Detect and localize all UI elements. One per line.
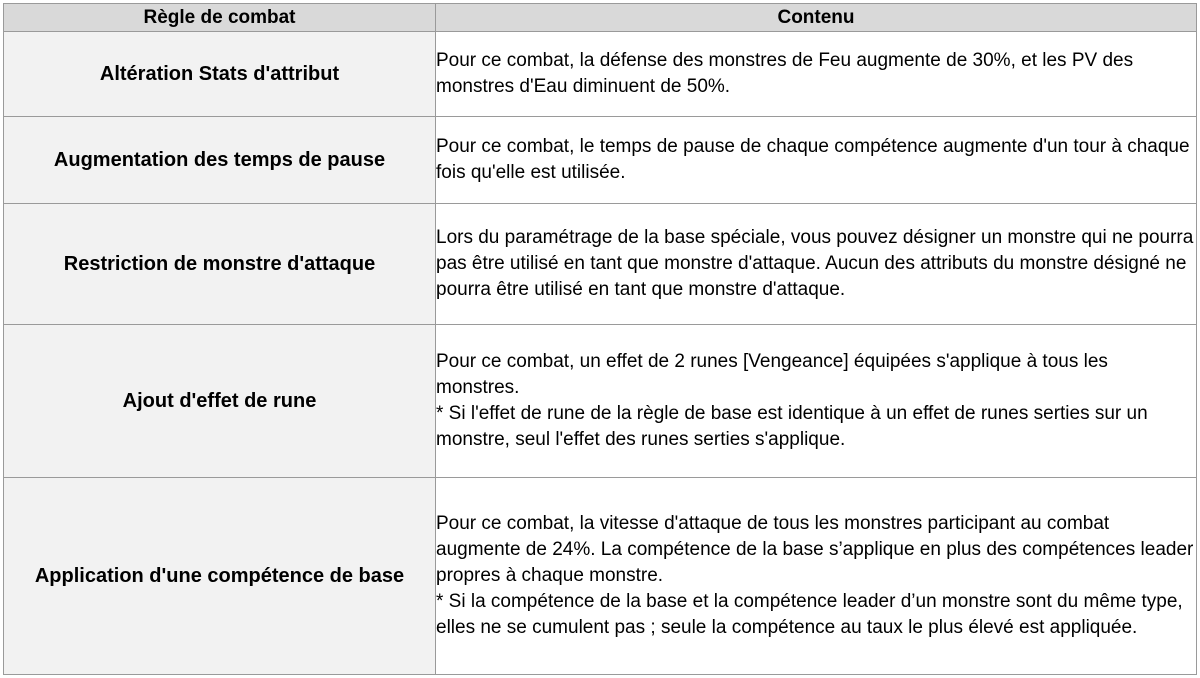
rule-paragraph: Pour ce combat, le temps de pause de chaque compétence augmente d'un tour à chaque fois qu'elle est utilisée. (436, 136, 1190, 183)
rule-content (436, 204, 1197, 325)
rule-content (436, 325, 1197, 478)
rule-content (436, 478, 1197, 675)
rule-paragraph: Pour ce combat, la vitesse d'attaque de tous les monstres participant au combat augmente de 24%. La compétence de la base s’applique en plus des compétences leader propres à chaque monstre. (436, 513, 1194, 586)
table-header-row (4, 4, 1197, 32)
table-row (4, 478, 1197, 675)
combat-rules-table (3, 3, 1197, 675)
rule-name: Augmentation des temps de pause (4, 117, 436, 204)
rule-content (436, 32, 1197, 117)
rule-name: Restriction de monstre d'attaque (4, 204, 436, 325)
table-row (4, 32, 1197, 117)
table-row (4, 117, 1197, 204)
header-content: Contenu (436, 4, 1197, 32)
rule-name: Altération Stats d'attribut (4, 32, 436, 117)
table-row (4, 204, 1197, 325)
rule-paragraph: Pour ce combat, un effet de 2 runes [Vengeance] équipées s'applique à tous les monstres. (436, 351, 1108, 398)
rule-name: Ajout d'effet de rune (4, 325, 436, 478)
rule-paragraph: Lors du paramétrage de la base spéciale, vous pouvez désigner un monstre qui ne pourra pas être utilisé en tant que monstre d'attaque. Aucun des attributs du monstre désigné ne pourra être utilisé en tant que monstre d'attaque. (436, 227, 1194, 300)
rule-content (436, 117, 1197, 204)
rule-name: Application d'une compétence de base (4, 478, 436, 675)
rule-note: * Si la compétence de la base et la compétence leader d’un monstre sont du même type, elles ne se cumulent pas ; seule la compétence au taux le plus élevé est appliquée. (436, 591, 1183, 638)
table-row (4, 325, 1197, 478)
rule-paragraph: Pour ce combat, la défense des monstres de Feu augmente de 30%, et les PV des monstres d'Eau diminuent de 50%. (436, 50, 1134, 97)
rule-note: * Si l'effet de rune de la règle de base est identique à un effet de runes serties sur un monstre, seul l'effet des runes serties s'applique. (436, 403, 1148, 450)
header-rule: Règle de combat (4, 4, 436, 32)
